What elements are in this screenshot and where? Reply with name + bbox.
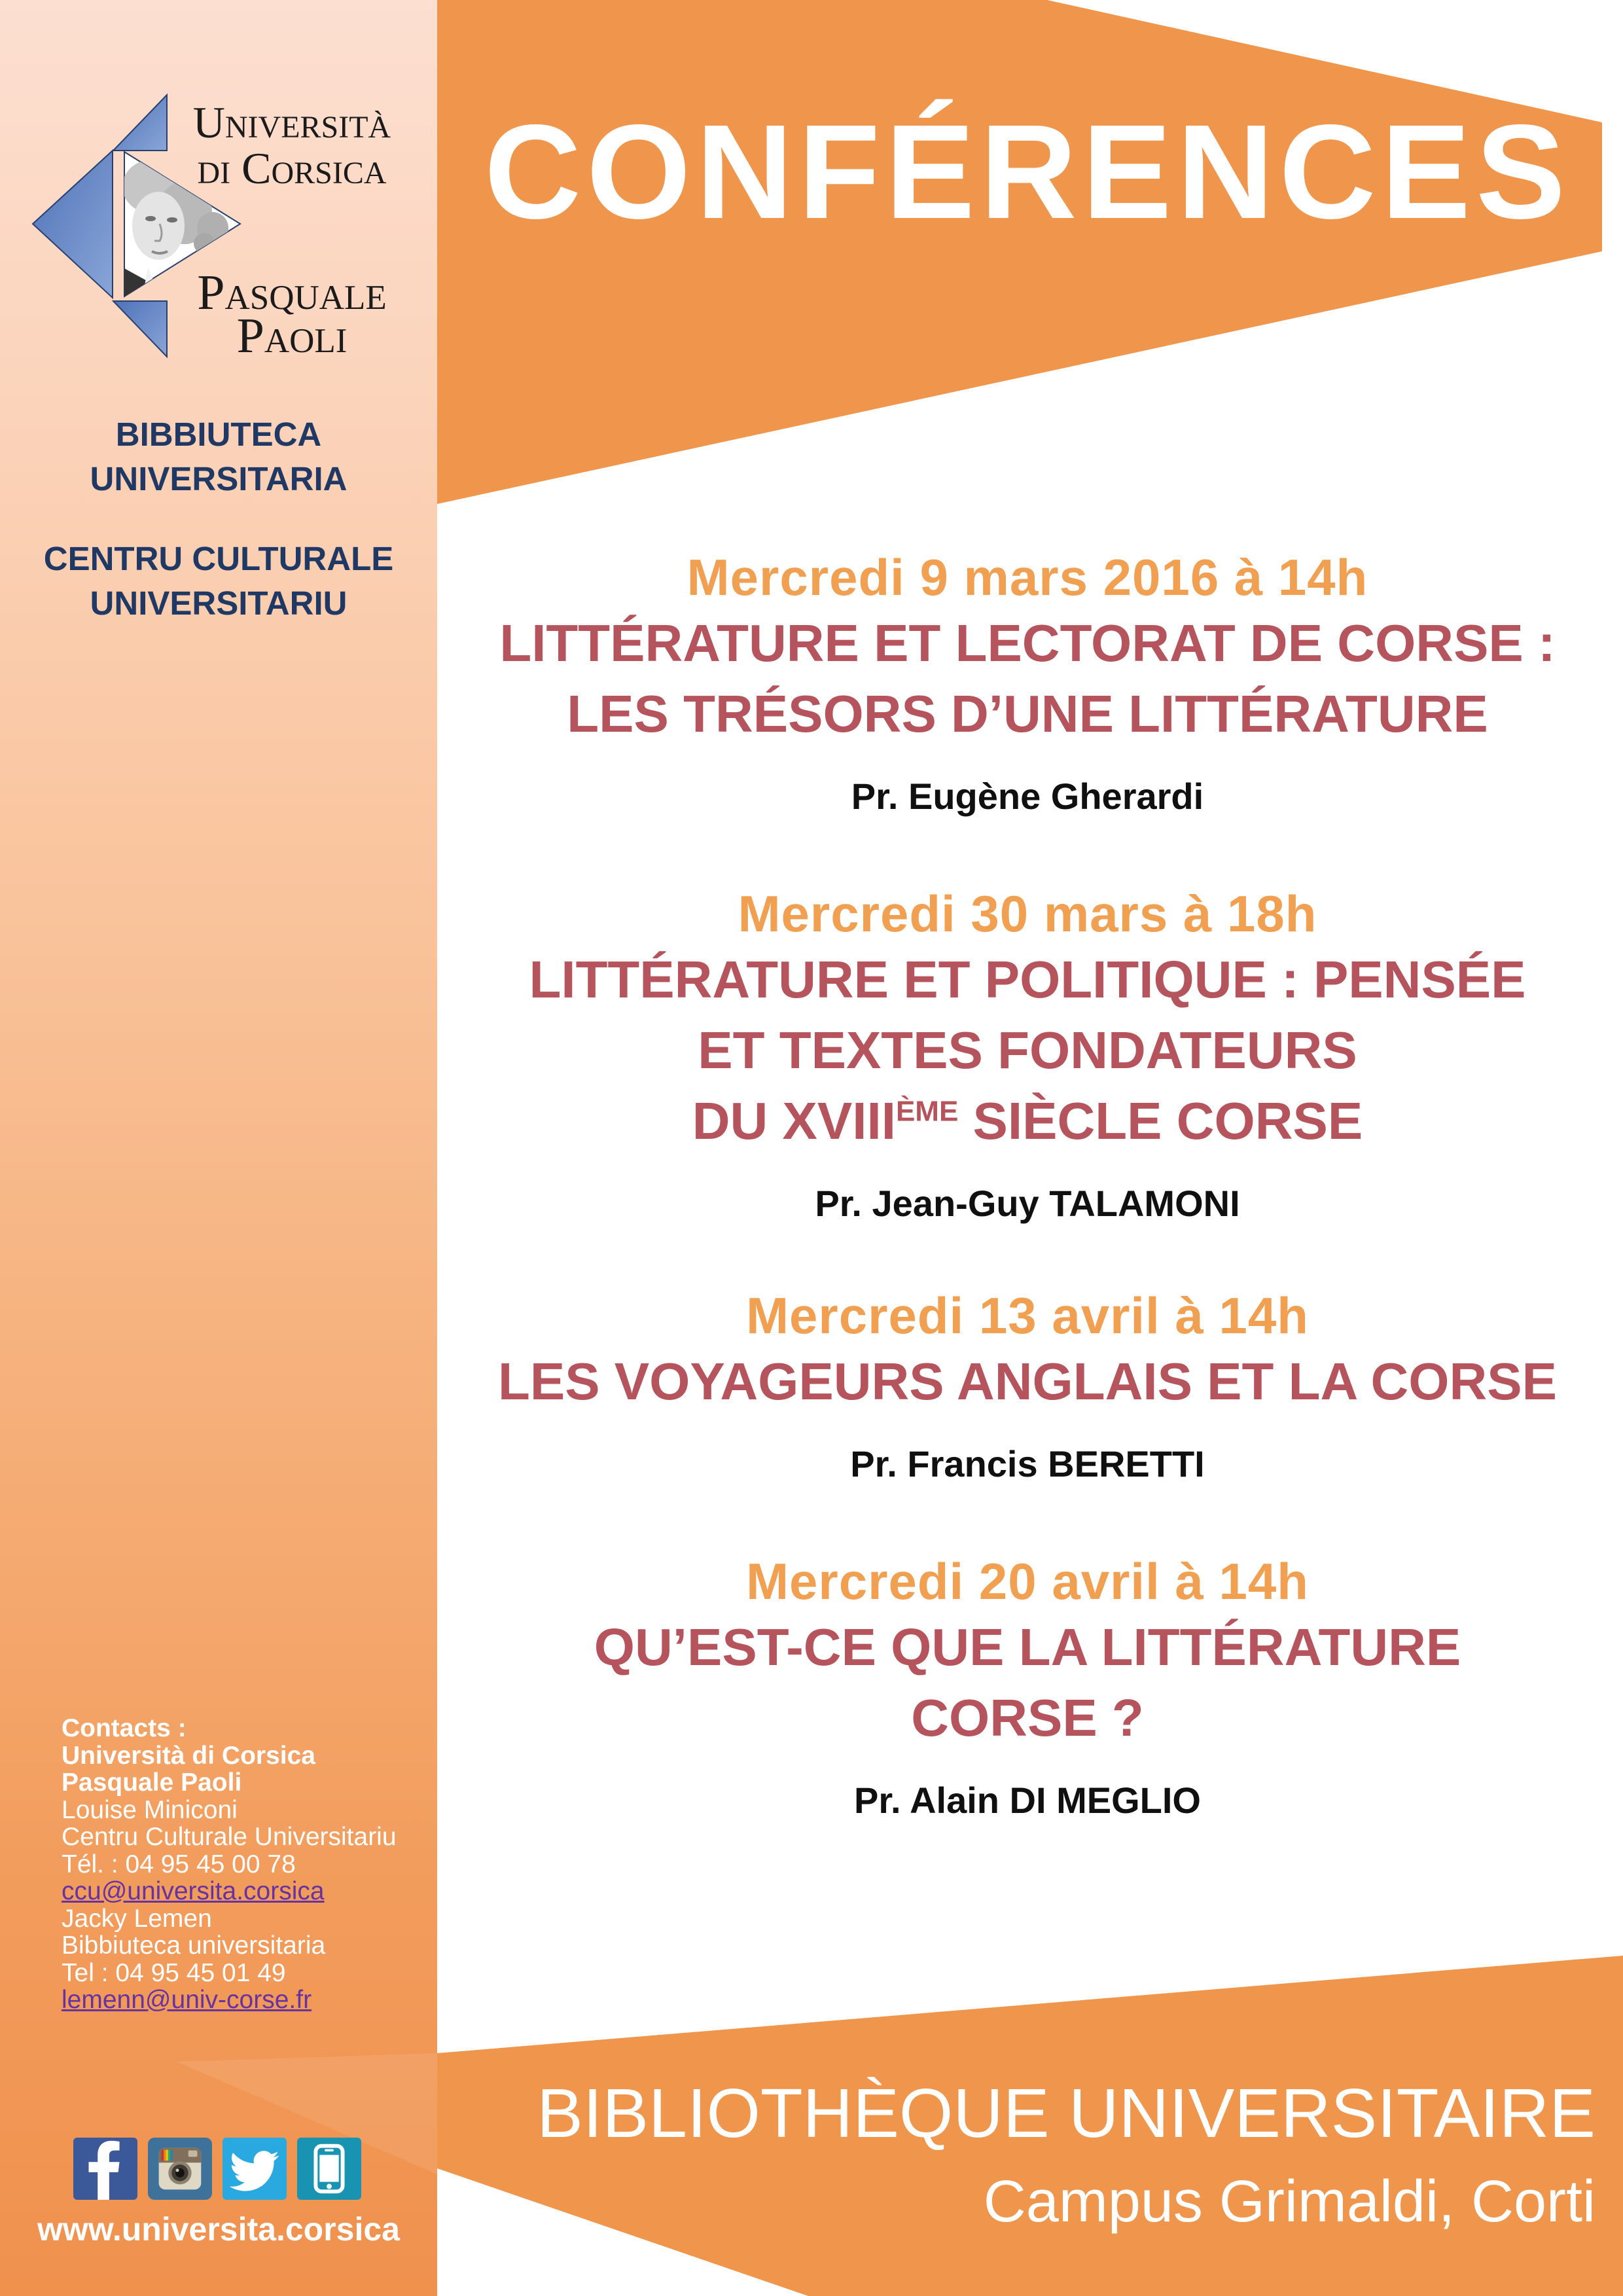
conference-item-1 bbox=[445, 548, 1610, 819]
bibbiuteca-line2: UNIVERSITARIA bbox=[90, 460, 348, 497]
conference-title-line: LES TRÉSORS D’UNE LITTÉRATURE bbox=[567, 685, 1488, 743]
conference-speaker: Pr. Francis BERETTI bbox=[850, 1443, 1205, 1484]
conference-item-2 bbox=[445, 885, 1610, 1227]
title-text: SIÈCLE CORSE bbox=[958, 1092, 1363, 1150]
centru-culturale-label bbox=[0, 537, 437, 626]
contacts-block bbox=[62, 1715, 428, 2014]
contact-louise-miniconi: Louise Miniconi bbox=[62, 1795, 238, 1824]
conference-date: Mercredi 30 mars à 18h bbox=[738, 885, 1317, 942]
poster-title: CONFÉRENCES bbox=[484, 97, 1571, 247]
smartphone-icon[interactable] bbox=[297, 2138, 361, 2200]
twitter-icon[interactable] bbox=[223, 2138, 287, 2200]
footer-library-name: BIBLIOTHÈQUE UNIVERSITAIRE bbox=[537, 2075, 1596, 2152]
conference-title-line: QU’EST-CE QUE LA LITTÉRATURE bbox=[594, 1618, 1461, 1676]
logo-text-universita: Università bbox=[192, 98, 391, 147]
logo-text-paoli: Paoli bbox=[236, 308, 348, 363]
conference-speaker: Pr. Alain DI MEGLIO bbox=[853, 1780, 1201, 1821]
contact-phone-ccu: Tél. : 04 95 45 00 78 bbox=[62, 1850, 296, 1878]
email-link-ccu[interactable]: ccu@universita.corsica bbox=[62, 1877, 325, 1905]
social-icons-row bbox=[73, 2138, 361, 2200]
contacts-heading: Contacts : bbox=[62, 1714, 187, 1742]
contact-bibbiuteca: Bibbiuteca universitaria bbox=[62, 1931, 326, 1960]
conference-item-4 bbox=[445, 1552, 1610, 1823]
contact-university: Università di Corsica bbox=[62, 1741, 315, 1770]
title-text: DU XVIII bbox=[692, 1092, 896, 1150]
centru-line1: CENTRU CULTURALE bbox=[43, 540, 394, 577]
conference-speaker: Pr. Jean-Guy TALAMONI bbox=[815, 1183, 1240, 1224]
email-link-lemen[interactable]: lemenn@univ-corse.fr bbox=[62, 1986, 312, 2014]
conference-date: Mercredi 9 mars 2016 à 14h bbox=[687, 548, 1368, 606]
contact-centru-culturale: Centru Culturale Universitariu bbox=[62, 1823, 397, 1851]
facebook-icon[interactable] bbox=[73, 2138, 137, 2200]
contact-phone-bu: Tel : 04 95 45 01 49 bbox=[62, 1958, 286, 1987]
title-superscript: ÈME bbox=[895, 1095, 959, 1128]
centru-line2: UNIVERSITARIU bbox=[90, 584, 348, 622]
website-url[interactable]: www.universita.corsica bbox=[37, 2211, 400, 2248]
bibbiuteca-label bbox=[0, 412, 437, 501]
conference-speaker: Pr. Eugène Gherardi bbox=[851, 776, 1204, 817]
logo-text-pasquale: Pasquale bbox=[197, 265, 387, 320]
conference-title-line: ET TEXTES FONDATEURS bbox=[698, 1021, 1357, 1079]
university-name bbox=[157, 98, 427, 363]
bibbiuteca-line1: BIBBIUTECA bbox=[115, 416, 322, 453]
conference-title-line: LES VOYAGEURS ANGLAIS ET LA CORSE bbox=[497, 1352, 1557, 1410]
footer-campus: Campus Grimaldi, Corti bbox=[983, 2169, 1596, 2234]
logo-left-triangle bbox=[33, 151, 113, 298]
conference-date: Mercredi 20 avril à 14h bbox=[746, 1552, 1309, 1610]
conference-title-line: LITTÉRATURE ET LECTORAT DE CORSE : bbox=[499, 614, 1556, 672]
contact-pasquale-paoli: Pasquale Paoli bbox=[62, 1768, 242, 1797]
sidebar bbox=[0, 0, 437, 2296]
conference-title-line: LITTÉRATURE ET POLITIQUE : PENSÉE bbox=[529, 950, 1526, 1009]
conference-title-line: CORSE ? bbox=[911, 1689, 1144, 1747]
contact-jacky-lemen: Jacky Lemen bbox=[62, 1904, 212, 1933]
conference-title-line bbox=[445, 1088, 1610, 1155]
logo-text-di-corsica: di Corsica bbox=[197, 143, 387, 193]
conference-item-3 bbox=[445, 1287, 1610, 1487]
conference-date: Mercredi 13 avril à 14h bbox=[746, 1287, 1309, 1344]
instagram-icon[interactable] bbox=[148, 2138, 212, 2200]
